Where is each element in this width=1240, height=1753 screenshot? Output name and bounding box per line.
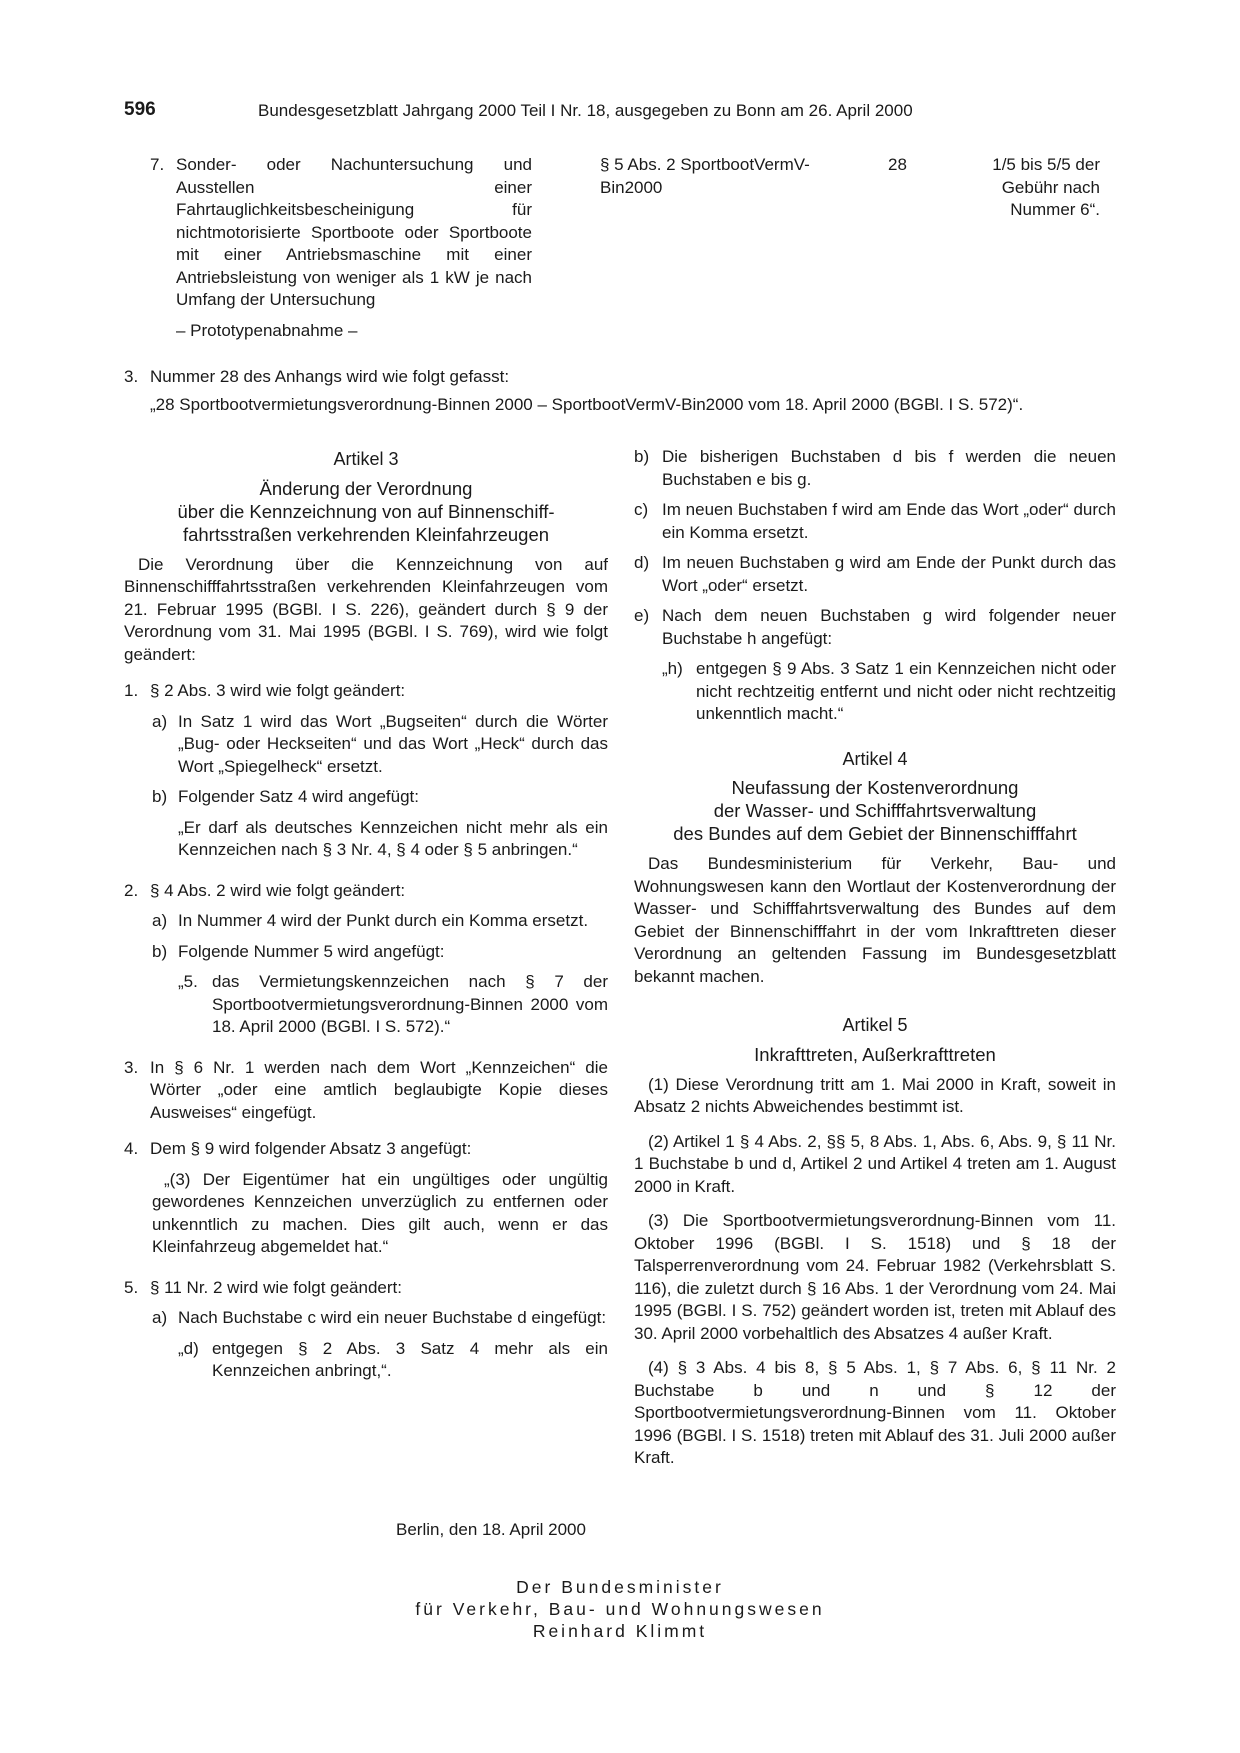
item-3-text: Nummer 28 des Anhangs wird wie folgt gefasst: [150,367,510,386]
item-text: Folgender Satz 4 wird angefügt: [178,787,419,806]
sub-item [634,552,1116,597]
signature-name: Reinhard Klimmt [532,1621,708,1641]
sub-item [152,711,608,779]
item-marker: 4. [124,1139,139,1158]
artikel-4-heading: Artikel 4 [842,748,908,769]
table-row-legal-basis: § 5 Abs. 2 SportbootVermV-Bin2000 [600,155,810,197]
artikel-5-para-1: (1) Diese Verordnung tritt am 1. Mai 2000 in Kraft, soweit in Absatz 2 nichts Abweichendes bestimmt ist. [634,1074,1116,1116]
item-marker: 5. [124,1277,139,1297]
table-row-description: Sonder- oder Nachuntersuchung und Ausstellen einer Fahrtauglichkeitsbescheinigung für nichtmotorisierte Sportboote oder Sportboote mit einer Antriebsmaschine mit einer Antriebsleistung von weniger als 1 kW je nach Umfang der Untersuchung [176,155,532,309]
quoted-item [662,658,1116,726]
item-text: Im neuen Buchstaben g wird am Ende der Punkt durch das Wort „oder“ ersetzt. [662,553,1116,595]
item-3-quote: „28 Sportbootvermietungsverordnung-Binnen 2000 – SportbootVermV-Bin2000 vom 18. April 2000 (BGBl. I S. 572)“. [150,395,1024,414]
sub-item [152,1307,608,1330]
signature-line: Der Bundesminister [516,1577,724,1597]
artikel-4-text: Das Bundesministerium für Verkehr, Bau- und Wohnungswesen kann den Wortlaut der Kostenverordnung der Wasser- und Schifffahrtsverwaltung des Bundes auf dem Gebiet der Binnenschifffahrt in der vom Inkrafttreten dieser Verordnung an geltenden Fassung im Bundesgesetzblatt bekannt machen. [634,854,1116,986]
sub-item [152,910,608,933]
item-marker: „h) [662,659,683,678]
sub-item [634,605,1116,650]
left-column [124,446,608,1383]
artikel-4-title-line: des Bundes auf dem Gebiet der Binnenschifffahrt [673,823,1077,844]
item-marker: a) [152,1308,168,1327]
quoted-text: „(3) Der Eigentümer hat ein ungültiges oder ungültig gewordenes Kennzeichen unverzüglich zu entfernen oder unkenntlich zu machen. Dies gilt auch, wenn er das Kleinfahrzeug abgemeldet hat.“ [152,1169,608,1256]
artikel-3-heading: Artikel 3 [333,449,399,469]
item-3-marker: 3. [124,367,139,386]
artikel-3-title-line: über die Kennzeichnung von auf Binnenschiff- [177,500,555,522]
item-text: Folgende Nummer 5 wird angefügt: [178,941,445,961]
quoted-text: „Er darf als deutsches Kennzeichen nicht mehr als ein Kennzeichen nach § 3 Nr. 4, § 4 oder § 5 anbringen.“ [178,817,608,859]
right-column [634,446,1116,1482]
table-row-fee-number: 28 [888,155,907,174]
item-marker: 2. [124,880,139,900]
artikel-4-title [634,776,1116,845]
item-text: Nach Buchstabe c wird ein neuer Buchstabe d eingefügt: [178,1308,607,1327]
item-marker: 3. [124,1057,139,1077]
item-text: Die bisherigen Buchstaben d bis f werden die neuen Buchstaben e bis g. [662,447,1116,489]
item-marker: e) [634,606,650,625]
item-text: In § 6 Nr. 1 werden nach dem Wort „Kennzeichen“ die Wörter „oder eine amtlich beglaubigte Kopie dieses Ausweises“ eingefügt. [150,1057,608,1122]
item-text: § 2 Abs. 3 wird wie folgt geändert: [150,681,406,700]
artikel-3-intro: Die Verordnung über die Kennzeichnung von auf Binnenschifffahrtsstraßen verkehrenden Kleinfahrzeugen vom 21. Februar 1995 (BGBl. I S. 226), geändert durch § 9 der Verordnung vom 31. Mai 1995 (BGBl. I S. 769), wird wie folgt geändert: [124,554,608,664]
item-marker: a) [152,911,168,930]
list-item [124,1277,608,1300]
item-text: entgegen § 2 Abs. 3 Satz 4 mehr als ein Kennzeichen anbringt,“. [212,1338,608,1380]
sub-item [634,499,1116,544]
item-marker: c) [634,500,649,519]
list-item [124,1057,608,1125]
artikel-5-heading: Artikel 5 [842,1015,908,1035]
item-marker: b) [152,941,168,961]
sub-item [152,941,608,964]
item-marker: b) [152,787,168,806]
table-row-note: – Prototypenabnahme – [176,321,358,340]
quoted-item [178,1338,608,1383]
table-row-fee-text: 1/5 bis 5/5 der Gebühr nach Nummer 6“. [992,155,1100,219]
artikel-3-title-line: fahrtsstraßen verkehrenden Kleinfahrzeugen [182,523,550,545]
item-text: Nach dem neuen Buchstaben g wird folgender neuer Buchstabe h angefügt: [662,606,1116,648]
item-text: Im neuen Buchstaben f wird am Ende das Wort „oder“ durch ein Komma ersetzt. [662,500,1116,542]
item-marker: a) [152,711,168,731]
item-text: In Nummer 4 wird der Punkt durch ein Komma ersetzt. [178,911,589,930]
item-text: § 11 Nr. 2 wird wie folgt geändert: [150,1277,402,1297]
item-text: entgegen § 9 Abs. 3 Satz 1 ein Kennzeichen nicht oder nicht rechtzeitig entfernt und nicht oder nicht rechtzeitig unkenntlich macht.“ [696,659,1116,723]
item-text: Dem § 9 wird folgender Absatz 3 angefügt: [150,1139,472,1158]
sub-item [152,786,608,809]
item-marker: d) [634,553,650,572]
artikel-5-para-2: (2) Artikel 1 § 4 Abs. 2, §§ 5, 8 Abs. 1, Abs. 6, Abs. 9, § 11 Nr. 1 Buchstabe b und d, Artikel 2 und Artikel 4 treten am 1. August 2000 in Kraft. [634,1131,1116,1196]
item-text: das Vermietungskennzeichen nach § 7 der Sportbootvermietungsverordnung-Binnen 2000 vom 18. April 2000 (BGBl. I S. 572).“ [212,972,608,1036]
sub-item [634,446,1116,491]
artikel-5-para-4: (4) § 3 Abs. 4 bis 8, § 5 Abs. 1, § 7 Abs. 6, § 11 Nr. 2 Buchstabe b und n und § 12 der Sportbootvermietungsverordnung-Binnen vom 11. Oktober 1996 (BGBl. I S. 1518) treten mit Ablauf des 31. Juli 2000 außer Kraft. [634,1358,1116,1467]
table-row-number: 7. [150,155,165,174]
list-item [124,1138,608,1161]
item-marker: 1. [124,681,139,700]
signature-line: für Verkehr, Bau- und Wohnungswesen [415,1599,825,1619]
publication-header: Bundesgesetzblatt Jahrgang 2000 Teil I Nr. 18, ausgegeben zu Bonn am 26. April 2000 [258,101,913,120]
item-marker: „5. [178,972,198,991]
artikel-3-title-line: Änderung der Verordnung [259,477,473,499]
list-item [124,880,608,903]
list-item [124,680,608,703]
item-marker: „d) [178,1338,199,1358]
item-marker: b) [634,447,650,466]
item-text: § 4 Abs. 2 wird wie folgt geändert: [150,880,406,900]
artikel-5-title: Inkrafttreten, Außerkrafttreten [754,1043,996,1065]
artikel-4-title-line: Neufassung der Kostenverordnung [731,777,1019,798]
artikel-4-title-line: der Wasser- und Schifffahrtsverwaltung [713,800,1037,821]
item-text: In Satz 1 wird das Wort „Bugseiten“ durch die Wörter „Bug- oder Heckseiten“ und das Wort „Heck“ durch das Wort „Spiegelheck“ ersetzt. [178,711,608,776]
place-date: Berlin, den 18. April 2000 [396,1520,586,1539]
page-number: 596 [124,99,156,120]
artikel-3-title [124,477,608,546]
quoted-item [178,971,608,1039]
artikel-5-para-3: (3) Die Sportbootvermietungsverordnung-Binnen vom 11. Oktober 1996 (BGBl. I S. 1518) und § 18 der Talsperrenverordnung vom 24. Februar 1982 (Verkehrsblatt S. 116), die zuletzt durch § 16 Abs. 1 der Verordnung vom 24. Mai 1995 (BGBl. I S. 752) geändert worden ist, treten mit Ablauf des 30. April 2000 vorbehaltlich des Absatzes 4 außer Kraft. [634,1211,1116,1343]
signature-block [300,1576,940,1642]
